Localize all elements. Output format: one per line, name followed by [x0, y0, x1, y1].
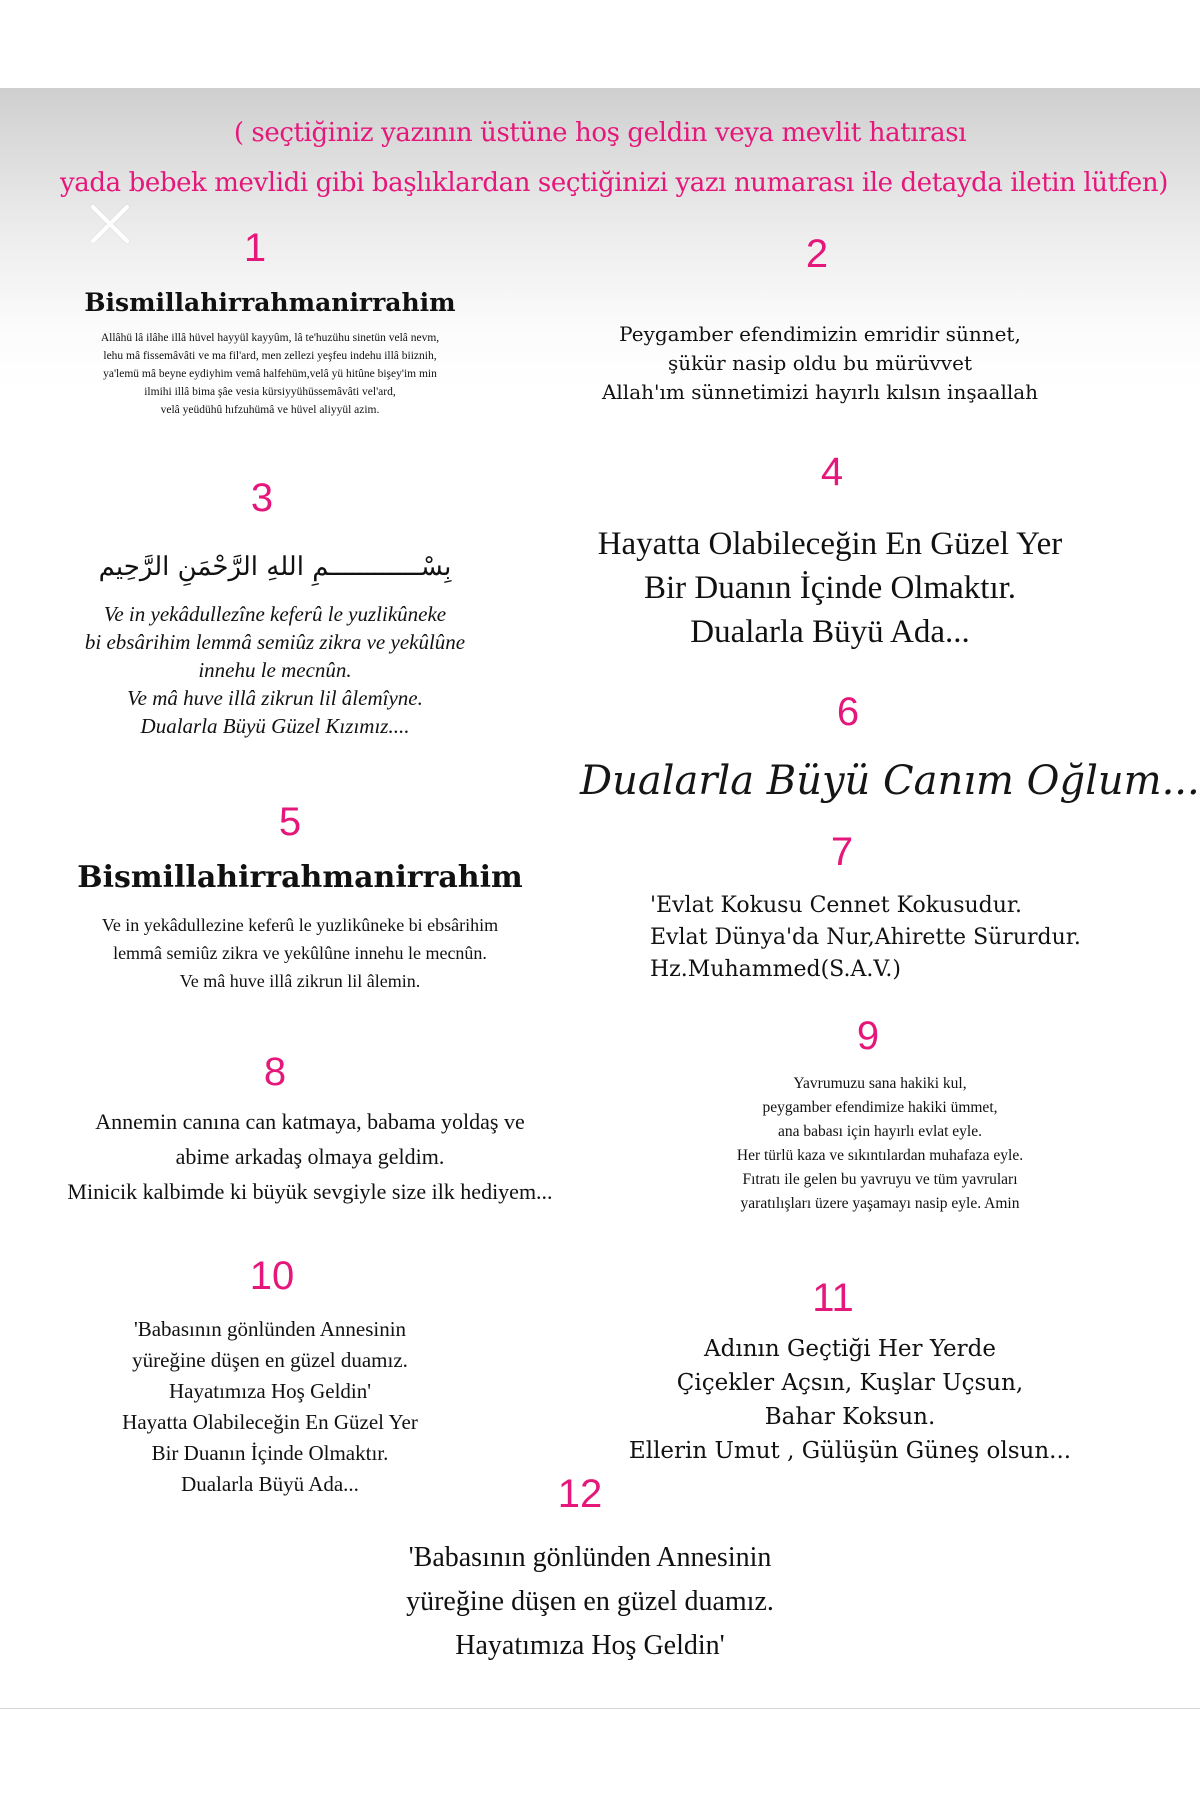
- option-number-9: 9: [856, 1014, 880, 1058]
- option-10[interactable]: [70, 1314, 470, 1500]
- option-10-line: Hayatta Olabileceğin En Güzel Yer: [122, 1410, 418, 1434]
- option-8-line: abime arkadaş olmaya geldim.: [175, 1144, 445, 1169]
- option-number-5: 5: [278, 800, 302, 844]
- option-1-line: Allâhü lâ ilâhe illâ hüvel hayyül kayyûm, lâ te'huzühu sinetün velâ nevm,: [100, 332, 440, 344]
- option-1-title: Bismillahirrahmanirrahim: [84, 288, 456, 317]
- option-number-3: 3: [250, 476, 274, 520]
- option-12-line: 'Babasının gönlünden Annesinin: [408, 1542, 772, 1573]
- option-number-12: 12: [557, 1472, 603, 1516]
- option-2[interactable]: [560, 320, 1080, 407]
- option-11-line: Ellerin Umut , Gülüşün Güneş olsun...: [628, 1438, 1072, 1464]
- option-1-line: ya'lemü mâ beyne eydiyhim vemâ halfehüm,velâ yü hitûne bişey'im min: [103, 368, 437, 380]
- option-1-line: lehu mâ fissemâvâti ve ma fil'ard, men zellezi yeşfeu indehu illâ biiznih,: [103, 350, 437, 362]
- option-5-title: Bismillahirrahmanirrahim: [77, 860, 523, 895]
- option-4-line: Hayatta Olabileceğin En Güzel Yer: [597, 526, 1063, 562]
- option-3-arabic: بِسْــــــــــــمِ اللهِ الرَّحْمَنِ الرَّحِيم: [98, 552, 452, 582]
- option-9[interactable]: [620, 1072, 1140, 1216]
- option-5[interactable]: [40, 860, 560, 995]
- option-7-line: Hz.Muhammed(S.A.V.): [650, 957, 901, 982]
- option-2-line: Peygamber efendimizin emridir sünnet,: [619, 322, 1021, 346]
- option-number-11: 11: [812, 1276, 854, 1320]
- option-5-line: Ve in yekâdullezine keferû le yuzlikûneke bi ebsârihim: [101, 915, 499, 935]
- option-6-line: Dualarla Büyü Canım Oğlum...: [580, 758, 1200, 804]
- option-5-line: Ve mâ huve illâ zikrun lil âlemin.: [179, 971, 421, 991]
- option-10-line: Dualarla Büyü Ada...: [181, 1472, 359, 1496]
- option-11-line: Çiçekler Açsın, Kuşlar Uçsun,: [676, 1370, 1024, 1396]
- option-12[interactable]: [330, 1536, 850, 1668]
- option-number-2: 2: [805, 232, 829, 276]
- option-3-line: Ve mâ huve illâ zikrun lil âlemîyne.: [127, 686, 423, 710]
- option-10-line: 'Babasının gönlünden Annesinin: [133, 1317, 407, 1341]
- option-10-line: Hayatımıza Hoş Geldin': [168, 1379, 372, 1403]
- option-number-7: 7: [830, 830, 854, 874]
- instruction-line-1: ( seçtiğiniz yazının üstüne hoş geldin veya mevlit hatırası: [233, 118, 967, 148]
- option-11-line: Bahar Koksun.: [764, 1404, 936, 1430]
- option-4-line: Dualarla Büyü Ada...: [690, 614, 970, 650]
- option-5-line: lemmâ semiûz zikra ve yekûlûne innehu le mecnûn.: [113, 943, 487, 963]
- option-1[interactable]: [40, 288, 500, 419]
- option-1-line: velâ yeüdühû hıfzuhümâ ve hüvel aliyyül azim.: [160, 404, 380, 416]
- option-9-line: ana babası için hayırlı evlat eyle.: [778, 1123, 982, 1140]
- option-3[interactable]: [40, 552, 510, 740]
- option-7[interactable]: [650, 890, 1170, 986]
- option-9-line: yaratılışları üzere yaşamayı nasip eyle. Amin: [740, 1195, 1020, 1212]
- close-icon[interactable]: [84, 198, 136, 250]
- option-4-line: Bir Duanın İçinde Olmaktır.: [643, 570, 1017, 606]
- option-3-line: innehu le mecnûn.: [198, 658, 352, 682]
- option-2-line: Allah'ım sünnetimizi hayırlı kılsın inşaallah: [601, 380, 1039, 404]
- option-2-line: şükür nasip oldu bu mürüvvet: [668, 351, 972, 375]
- option-number-8: 8: [263, 1050, 287, 1094]
- option-number-6: 6: [836, 690, 860, 734]
- option-1-line: ilmihi illâ bima şâe vesia kürsiyyühüssemâvâti vel'ard,: [144, 386, 396, 398]
- option-8-line: Annemin canına can katmaya, babama yoldaş ve: [95, 1109, 525, 1134]
- option-number-10: 10: [249, 1254, 295, 1298]
- option-3-line: bi ebsârihim lemmâ semiûz zikra ve yekûlûne: [84, 630, 466, 654]
- option-10-line: yüreğine düşen en güzel duamız.: [132, 1348, 408, 1372]
- option-number-1: 1: [243, 226, 267, 270]
- option-7-line: 'Evlat Kokusu Cennet Kokusudur.: [650, 893, 1023, 918]
- option-4[interactable]: [560, 522, 1100, 654]
- option-12-line: yüreğine düşen en güzel duamız.: [406, 1586, 774, 1617]
- instruction-line-2: yada bebek mevlidi gibi başlıklardan seçtiğinizi yazı numarası ile detayda iletin lütfen): [60, 168, 1168, 198]
- option-8-line: Minicik kalbimde ki büyük sevgiyle size ilk hediyem...: [67, 1179, 553, 1204]
- option-8[interactable]: [50, 1104, 570, 1209]
- option-9-line: Yavrumuzu sana hakiki kul,: [793, 1075, 967, 1092]
- option-9-line: Fıtratı ile gelen bu yavruyu ve tüm yavruları: [742, 1171, 1018, 1188]
- option-6[interactable]: [580, 756, 1200, 806]
- option-3-line: Dualarla Büyü Güzel Kızımız....: [140, 714, 410, 738]
- option-11[interactable]: [580, 1332, 1120, 1468]
- option-9-line: peygamber efendimize hakiki ümmet,: [762, 1099, 998, 1116]
- option-11-line: Adının Geçtiği Her Yerde: [704, 1336, 996, 1362]
- option-12-line: Hayatımıza Hoş Geldin': [455, 1630, 725, 1661]
- option-7-line: Evlat Dünya'da Nur,Ahirette Sürurdur.: [650, 925, 1081, 950]
- option-10-line: Bir Duanın İçinde Olmaktır.: [151, 1441, 389, 1465]
- option-9-line: Her türlü kaza ve sıkıntılardan muhafaza eyle.: [736, 1147, 1024, 1164]
- option-3-line: Ve in yekâdullezîne keferû le yuzlikûneke: [103, 602, 447, 626]
- option-number-4: 4: [820, 450, 844, 494]
